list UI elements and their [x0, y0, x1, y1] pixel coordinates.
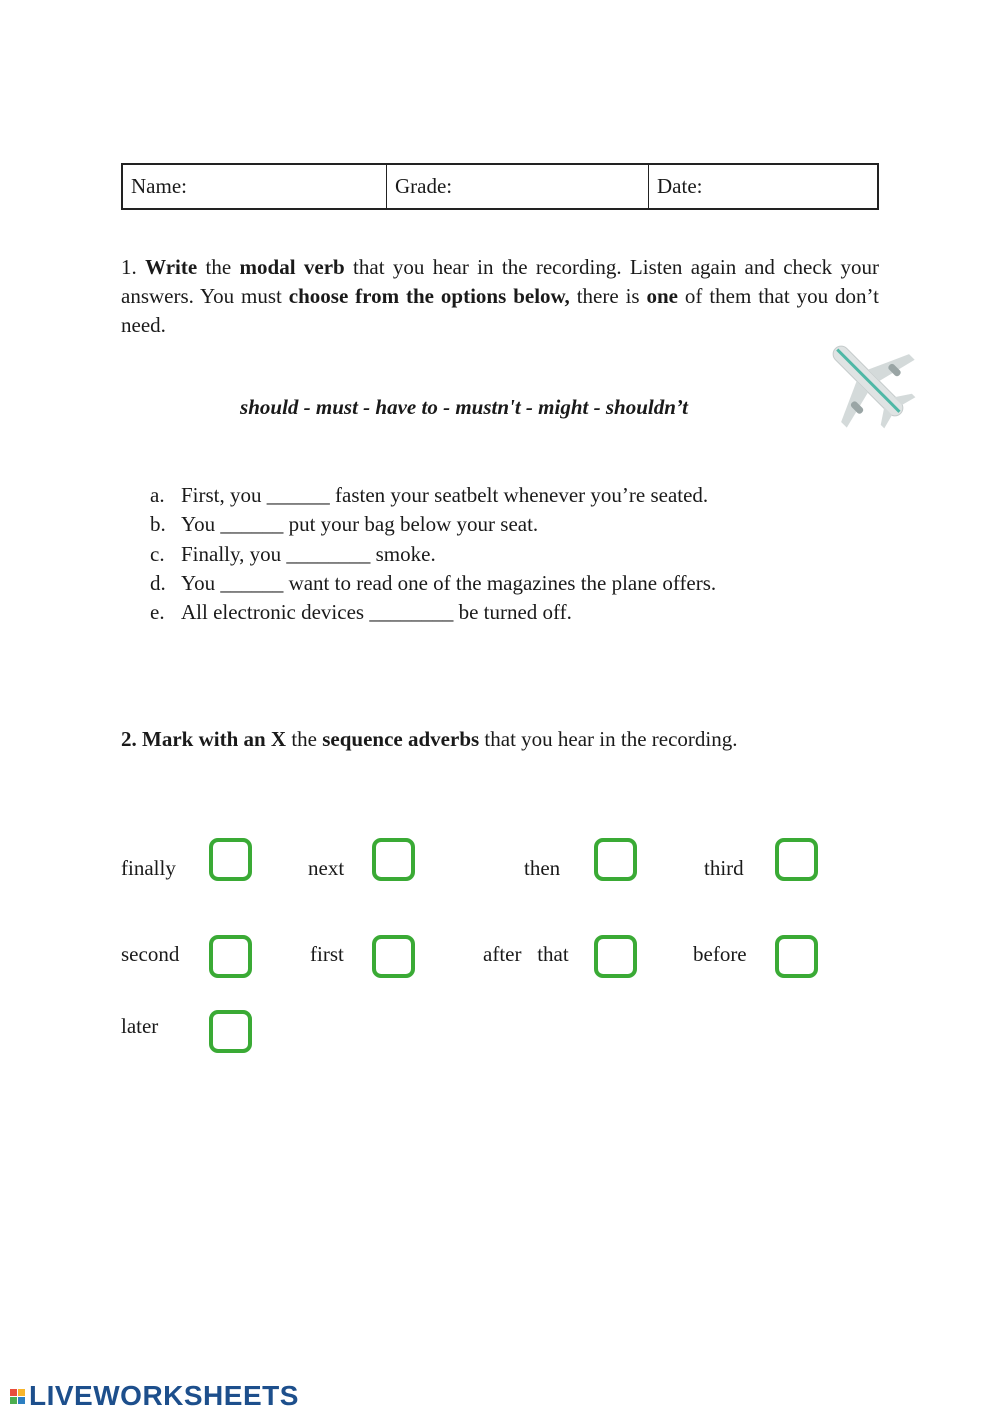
- date-label: Date:: [657, 174, 703, 198]
- list-item: [150, 510, 716, 539]
- checkbox-later[interactable]: [209, 1010, 252, 1053]
- checkbox-first[interactable]: [372, 935, 415, 978]
- instr-text: that you hear in the recording. Listen again and check your answers. You must: [121, 255, 880, 308]
- item-letter: c.: [150, 541, 165, 566]
- instr-choose: choose from the options below,: [288, 284, 570, 308]
- adverb-label-third: third: [704, 856, 744, 880]
- grade-cell[interactable]: [387, 165, 649, 208]
- checkbox-next[interactable]: [372, 838, 415, 881]
- item-letter: a.: [150, 483, 165, 507]
- logo-text: LIVEWORKSHEETS: [29, 1380, 299, 1411]
- exercise1-instructions: [121, 253, 879, 340]
- student-info-table: [121, 163, 879, 210]
- checkbox-then[interactable]: [594, 838, 637, 881]
- checkbox-after-that[interactable]: [594, 935, 637, 978]
- adverb-label-then: then: [524, 856, 561, 880]
- item-letter: b.: [150, 512, 166, 537]
- list-item: [150, 540, 716, 569]
- name-cell[interactable]: [123, 165, 387, 208]
- item-text: All electronic devices ________ be turned off.: [181, 600, 572, 625]
- liveworksheets-logo: [10, 1380, 299, 1412]
- instr-text: there is: [569, 284, 647, 308]
- instr2-mark: 2. Mark with an X: [121, 727, 287, 751]
- airplane-icon: [818, 333, 918, 429]
- instr-modal-verb: modal verb: [239, 255, 345, 279]
- item-text: Finally, you ________ smoke.: [181, 541, 436, 566]
- adverb-label-after-that: after that: [483, 942, 569, 966]
- adverb-label-later: later: [121, 1014, 159, 1038]
- item-text: First, you ______ fasten your seatbelt whenever you’re seated.: [181, 483, 709, 507]
- modal-options: should - must - have to - mustn't - might - shouldn’t: [240, 395, 688, 419]
- instr2-text: the: [286, 727, 323, 751]
- logo-mark-icon: [10, 1389, 25, 1404]
- checkbox-second[interactable]: [209, 935, 252, 978]
- checkbox-before[interactable]: [775, 935, 818, 978]
- item-text: You ______ put your bag below your seat.: [181, 512, 539, 537]
- modal-questions-list: [150, 481, 716, 627]
- instr-one: one: [646, 284, 678, 308]
- instr-text: the: [197, 255, 240, 279]
- instr2-sequence-adverbs: sequence adverbs: [322, 727, 480, 751]
- instr-text: of them that you don’t need.: [121, 284, 879, 337]
- instr2-text: that you hear in the recording.: [479, 727, 738, 751]
- item-letter: d.: [150, 570, 166, 595]
- adverb-label-next: next: [308, 856, 345, 880]
- exercise2-instructions: [121, 727, 738, 752]
- adverb-label-second: second: [121, 942, 180, 966]
- list-item: [150, 598, 716, 627]
- adverb-label-before: before: [693, 942, 747, 966]
- item-letter: e.: [150, 600, 165, 625]
- adverb-label-first: first: [310, 942, 344, 966]
- grade-label: Grade:: [395, 174, 453, 198]
- instr-write: Write: [145, 255, 198, 279]
- list-item: [150, 481, 716, 510]
- date-cell[interactable]: [649, 165, 877, 208]
- adverb-label-finally: finally: [121, 856, 176, 880]
- name-label: Name:: [131, 174, 187, 198]
- exercise1-number: 1.: [121, 255, 137, 279]
- checkbox-finally[interactable]: [209, 838, 252, 881]
- list-item: [150, 569, 716, 598]
- checkbox-third[interactable]: [775, 838, 818, 881]
- item-text: You ______ want to read one of the magazines the plane offers.: [181, 570, 717, 595]
